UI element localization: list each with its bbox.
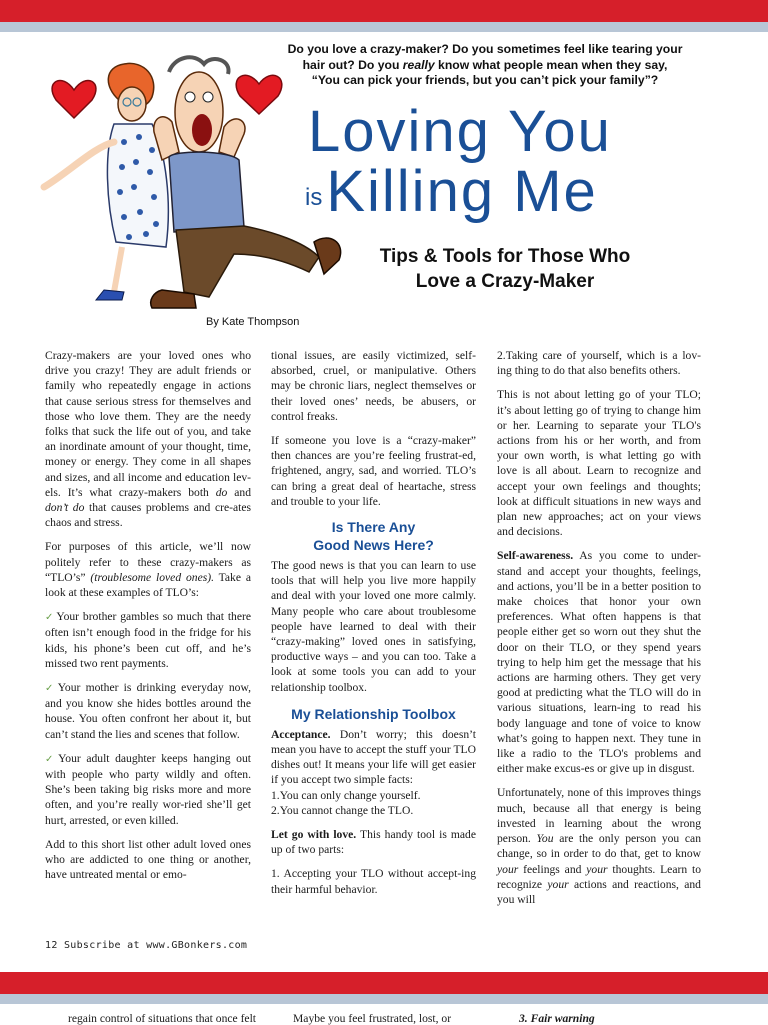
- column-2: [271, 348, 476, 906]
- next-page-text-1: regain control of situations that once felt: [68, 1012, 257, 1025]
- title-is: is: [305, 184, 323, 211]
- paragraph: If someone you love is a “crazy-maker” then chances are you’re feeling frustrat-ed, frightened, angry, sad, and worried. TLO’s can bring a great deal of heartache, stress and trouble to your life.: [271, 434, 476, 508]
- section-heading-toolbox: My Relationship Toolbox: [291, 705, 456, 722]
- man-shoe-left: [151, 290, 196, 308]
- title-line-2: $^{is}$Killing Me: [305, 159, 598, 224]
- intro-question: [262, 42, 708, 89]
- column-1: [45, 348, 251, 892]
- next-page-text-3: 3. Fair warning: [519, 1012, 595, 1025]
- paragraph: Add to this short list other adult loved ones who are addicted to one thing or another, have untreated mental or emo-: [45, 837, 251, 882]
- top-red-band: [0, 0, 768, 22]
- title-line-1: Loving You: [308, 99, 612, 164]
- section-heading-good-news: Is There Any Good News Here?: [313, 519, 434, 554]
- paragraph: tional issues, are easily victimized, self-absorbed, cruel, or manipulative. Others may be chronic liars, neglect themselves or their loved ones’ needs, be abusers, or control freaks.: [271, 349, 476, 423]
- man-pants: [176, 226, 319, 297]
- woman-shoe: [96, 290, 124, 300]
- paragraph: Acceptance. Don’t worry; this doesn’t mean you have to accept the stuff your TLO dishes out! It means your life will get easier if you accept two simple facts:: [271, 727, 476, 787]
- paragraph: 1.You can only change yourself.: [271, 788, 421, 802]
- paragraph: Unfortunately, none of this improves things much, because all that energy is being invested in learning about the wrong person. You are the only person you can change, so in order to do that, get to know your feelings and your thoughts. Learn to recognize your actions and reactions, and you will: [497, 786, 701, 906]
- bottom-red-band: [0, 972, 768, 994]
- next-page-text-2: Maybe you feel frustrated, lost, or: [293, 1012, 452, 1025]
- paragraph: The good news is that you can learn to use tools that will help you live more happily and deal with your loved one more calmly. Many people who care about troublesome people have learned to deal with their “crazy-making” loved ones in satisfying, productive ways – and you can too. Take a look at some tools you can add to your relationship toolbox.: [271, 559, 476, 694]
- example-bullet: ✓ Your brother gambles so much that there often isn’t enough food in the fridge for his kids, his phone’s been cut off, and he’s missed two rent payments.: [45, 610, 251, 670]
- example-bullet: ✓ Your adult daughter keeps hanging out with people who party wildly and often. She’s been taking big risks more and more often, and you’re really wor-ried she’ll get hurt, arrested, or even killed.: [45, 751, 251, 827]
- paragraph: This is not about letting go of your TLO; it’s about letting go of trying to change him or her. Learning to separate your TLO's actions from his or her worth, and from your own worth, is what letting go with love is all about. Learn to recognize and accept your own feelings and thoughts; look at difficult situations in new ways and plan new approaches; act on your views and decisions.: [497, 388, 701, 539]
- checkmark-icon: ✓: [45, 683, 56, 695]
- man-shoe-right: [314, 238, 341, 274]
- man-shirt: [169, 152, 244, 232]
- footer-subscribe: 12 Subscribe at www.GBonkers.com: [45, 940, 248, 951]
- column-3: [497, 348, 701, 916]
- example-bullet: ✓ Your mother is drinking everyday now, and you know she hides bottles around the house. You often confront her about it, but can’t stand the lies and scenes that follow.: [45, 681, 251, 741]
- paragraph: Crazy-makers are your loved ones who drive you crazy! They are adult friends or family who repeatedly engage in actions that cause serious stress for themselves and those who love them. They are the needy folks that suck the life out of you, and take an inordinate amount of your thought, time, money or energy. They come in all shapes and sizes, and all income and education lev-els. It’s what crazy-makers both do and don’t do that causes problems and cre-ates chaos and stress.: [45, 349, 251, 530]
- byline: By Kate Thompson: [206, 316, 300, 328]
- checkmark-icon: ✓: [45, 612, 55, 624]
- heart-icon-left: [52, 81, 96, 118]
- checkmark-icon: ✓: [45, 753, 57, 765]
- top-grey-band: [0, 22, 768, 32]
- paragraph: 1. Accepting your TLO without accept-ing their harmful behavior.: [271, 867, 476, 896]
- intro-line-3: “You can pick your friends, but you can’t pick your family”?: [311, 73, 659, 87]
- paragraph: Let go with love. This handy tool is made up of two parts:: [271, 828, 476, 857]
- paragraph: Self-awareness. As you come to under-stand and accept your thoughts, feelings, and actions, you’ll be in a better position to make choices that honor your own preferences. What often happens is that people either get so worn out they shut the door on their TLO, or they spend years trying to help him get the message that his actions are harming others. They get very good at predicting what the TLO will do in various situations, learn-ing to read his body language and tone of voice to know what’s going to happen next. They tune in like a radio to the TLO's problems and either make excus-es or give up in disgust.: [497, 549, 701, 776]
- paragraph: 2.You cannot change the TLO.: [271, 803, 414, 817]
- bottom-grey-band: [0, 994, 768, 1004]
- intro-line-1: Do you love a crazy-maker? Do you sometimes feel like tearing your: [287, 42, 683, 56]
- paragraph: For purposes of this article, we’ll now politely refer to these crazy-makers as “TLO’s” (troublesome loved ones). Take a look at these examples of TLO’s:: [45, 540, 251, 600]
- intro-line-2: hair out? Do you really know what people mean when they say,: [302, 57, 668, 72]
- subtitle: Tips & Tools for Those Who Love a Crazy-Maker: [379, 246, 631, 292]
- man-hand-right: [219, 119, 245, 157]
- paragraph: 2.Taking care of yourself, which is a lov-ing thing to do that also benefits others.: [497, 349, 701, 378]
